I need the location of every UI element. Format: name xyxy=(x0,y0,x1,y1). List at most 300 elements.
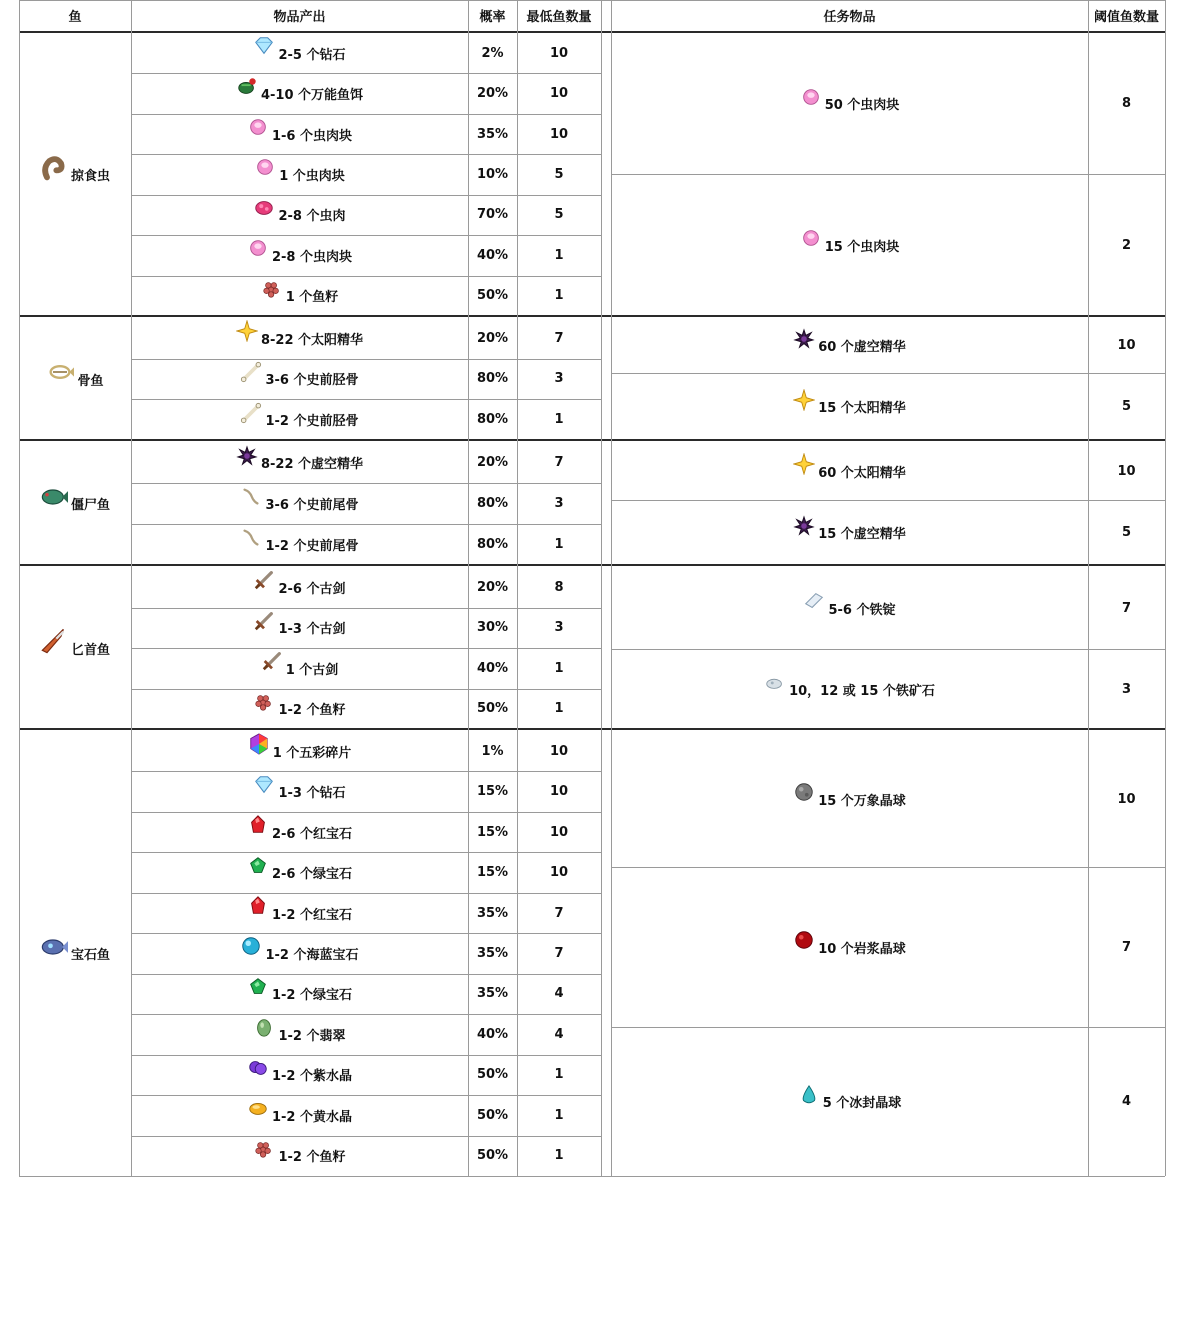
product-cell xyxy=(131,771,468,811)
min-fish-cell xyxy=(517,442,601,483)
chance-cell-text: 50% xyxy=(476,1148,509,1164)
magma-geode-icon xyxy=(793,929,815,951)
chance-cell-text: 15% xyxy=(476,824,509,840)
ancient-sword-icon xyxy=(261,650,283,672)
ancient-sword-icon xyxy=(253,610,275,632)
quest-item-cell-text: 5 个冰封晶球 xyxy=(822,1096,902,1111)
frozen-geode-icon xyxy=(798,1084,820,1106)
product-cell-text: 2-6 个古剑 xyxy=(278,581,346,597)
chance-cell xyxy=(468,276,517,316)
min-fish-cell xyxy=(517,933,601,973)
min-fish-cell-text: 10 xyxy=(549,824,569,840)
product-cell-text: 1-2 个翡翠 xyxy=(278,1028,346,1044)
threshold-cell-text: 10 xyxy=(1117,791,1136,807)
product-cell-text: 1-2 个绿宝石 xyxy=(271,988,352,1004)
product-cell xyxy=(131,1014,468,1054)
product-cell-text: 2-5 个钻石 xyxy=(278,47,346,63)
ruby-icon xyxy=(247,814,269,836)
row-divider xyxy=(131,483,601,484)
product-cell-text: 1 个五彩碎片 xyxy=(272,745,352,761)
column-divider xyxy=(1088,0,1089,1176)
roe-icon xyxy=(253,1138,275,1160)
product-cell xyxy=(131,852,468,892)
quest-item-cell xyxy=(611,174,1088,316)
threshold-cell xyxy=(1088,373,1165,440)
min-fish-cell xyxy=(517,318,601,359)
chance-cell xyxy=(468,933,517,973)
min-fish-cell-text: 3 xyxy=(554,371,564,387)
row-divider xyxy=(131,154,601,155)
chance-cell xyxy=(468,318,517,359)
column-divider xyxy=(131,0,132,1176)
chance-cell-text: 80% xyxy=(476,412,509,428)
tibia-icon xyxy=(240,402,262,424)
product-cell xyxy=(131,1055,468,1095)
header-chance xyxy=(468,0,517,31)
group-divider xyxy=(19,728,1165,730)
chance-cell xyxy=(468,771,517,811)
tailbone-icon xyxy=(240,486,262,508)
product-cell-text: 2-6 个红宝石 xyxy=(271,826,352,842)
product-cell xyxy=(131,812,468,852)
min-fish-cell xyxy=(517,483,601,524)
row-divider xyxy=(131,771,601,772)
predator-worm-icon xyxy=(40,154,68,182)
min-fish-cell-text: 5 xyxy=(554,207,564,223)
product-cell-text: 3-6 个史前尾骨 xyxy=(265,498,359,513)
emerald-icon xyxy=(247,976,269,998)
quest-item-cell xyxy=(611,649,1088,729)
chance-cell-text: 10% xyxy=(476,166,509,182)
table-bottom-border xyxy=(19,1176,1165,1177)
chance-cell-text: 40% xyxy=(476,247,509,263)
min-fish-cell xyxy=(517,114,601,154)
threshold-cell-text: 2 xyxy=(1121,237,1132,253)
product-cell-text: 2-6 个绿宝石 xyxy=(271,867,352,883)
min-fish-cell xyxy=(517,689,601,730)
chance-cell-text: 40% xyxy=(476,660,509,676)
header-products xyxy=(131,0,468,31)
threshold-cell xyxy=(1088,442,1165,500)
threshold-cell-text: 7 xyxy=(1121,600,1132,616)
min-fish-cell xyxy=(517,235,601,275)
quest-item-cell-text: 15 个太阳精华 xyxy=(818,401,906,416)
ancient-sword-icon xyxy=(253,569,275,591)
fish-name-cell-text: 宝石鱼 xyxy=(70,948,110,963)
quest-item-cell-text: 60 个太阳精华 xyxy=(818,465,906,481)
quest-item-cell xyxy=(611,33,1088,174)
threshold-cell xyxy=(1088,567,1165,649)
min-fish-cell-text: 1 xyxy=(554,1148,564,1164)
min-fish-cell xyxy=(517,276,601,316)
product-cell xyxy=(131,567,468,608)
min-fish-cell xyxy=(517,1014,601,1054)
chance-cell xyxy=(468,648,517,689)
row-divider xyxy=(131,812,601,813)
min-fish-cell-text: 7 xyxy=(554,455,564,470)
product-cell-text: 1-3 个钻石 xyxy=(278,786,346,802)
gem-fish-icon xyxy=(40,933,68,961)
fish-name-cell-text: 僵尸鱼 xyxy=(70,498,110,513)
chance-cell xyxy=(468,399,517,440)
row-divider xyxy=(131,974,601,975)
quest-item-cell-text: 15 个虫肉块 xyxy=(824,239,900,255)
column-divider xyxy=(601,0,602,1176)
quest-row-divider xyxy=(611,867,1165,868)
product-cell xyxy=(131,1136,468,1176)
product-cell-text: 1-2 个红宝石 xyxy=(271,907,352,923)
min-fish-cell xyxy=(517,195,601,235)
fish-name-cell-text: 掠食虫 xyxy=(70,169,110,184)
header-threshold-text: 阈值鱼数量 xyxy=(1093,10,1159,25)
bait-icon xyxy=(236,76,258,98)
chance-cell-text: 50% xyxy=(476,1107,509,1123)
chance-cell-text: 35% xyxy=(476,945,509,961)
product-cell xyxy=(131,974,468,1014)
bug-flesh-icon xyxy=(253,197,275,219)
quest-item-cell xyxy=(611,318,1088,373)
min-fish-cell-text: 10 xyxy=(549,743,569,759)
product-cell-text: 1-2 个史前尾骨 xyxy=(265,539,359,554)
row-divider xyxy=(131,933,601,934)
product-cell xyxy=(131,524,468,565)
threshold-cell-text: 8 xyxy=(1121,96,1132,111)
row-divider xyxy=(131,524,601,525)
chance-cell-text: 50% xyxy=(476,701,509,717)
bug-meat-icon xyxy=(800,227,822,249)
min-fish-cell xyxy=(517,893,601,933)
min-fish-cell xyxy=(517,771,601,811)
row-divider xyxy=(131,648,601,649)
product-cell xyxy=(131,1095,468,1135)
bug-meat-icon xyxy=(254,156,276,178)
quest-item-cell xyxy=(611,500,1088,565)
solar-essence-icon xyxy=(236,320,258,342)
min-fish-cell-text: 10 xyxy=(549,45,569,61)
product-cell-text: 2-8 个虫肉 xyxy=(278,209,346,225)
min-fish-cell-text: 1 xyxy=(554,1107,564,1123)
quest-row-divider xyxy=(611,373,1165,374)
threshold-cell xyxy=(1088,174,1165,316)
chance-cell-text: 15% xyxy=(476,865,509,881)
solar-essence-icon xyxy=(793,453,815,475)
product-cell-text: 2-8 个虫肉块 xyxy=(271,249,352,265)
row-divider xyxy=(131,1095,601,1096)
fish-name-cell-text: 匕首鱼 xyxy=(70,642,110,658)
product-cell xyxy=(131,893,468,933)
product-cell-text: 4-10 个万能鱼饵 xyxy=(260,88,364,104)
quest-item-cell-text: 15 个虚空精华 xyxy=(818,527,906,542)
min-fish-cell xyxy=(517,1136,601,1176)
row-divider xyxy=(131,689,601,690)
min-fish-cell-text: 8 xyxy=(554,579,564,595)
chance-cell-text: 40% xyxy=(476,1026,509,1042)
group-divider xyxy=(19,564,1165,566)
product-cell xyxy=(131,318,468,359)
quest-item-cell-text: 10 个岩浆晶球 xyxy=(818,941,906,957)
product-cell xyxy=(131,73,468,113)
product-cell-text: 1-2 个紫水晶 xyxy=(271,1069,352,1085)
bone-fish-icon xyxy=(46,358,74,386)
bug-meat-icon xyxy=(247,116,269,138)
chance-cell xyxy=(468,893,517,933)
iron-bar-icon xyxy=(803,590,825,612)
fish-name-cell xyxy=(19,33,131,316)
min-fish-cell xyxy=(517,524,601,565)
header-chance-text: 概率 xyxy=(479,10,506,25)
header-quest-text: 任务物品 xyxy=(823,10,876,25)
group-divider xyxy=(19,439,1165,441)
quest-item-cell xyxy=(611,567,1088,649)
header-top-border xyxy=(19,0,1165,1)
chance-cell xyxy=(468,483,517,524)
quest-item-cell xyxy=(611,1027,1088,1176)
quest-item-cell xyxy=(611,731,1088,867)
product-cell-text: 1-2 个史前胫骨 xyxy=(265,414,359,430)
threshold-cell xyxy=(1088,867,1165,1027)
product-cell-text: 1 个鱼籽 xyxy=(285,290,339,306)
fish-name-cell xyxy=(19,567,131,729)
min-fish-cell xyxy=(517,852,601,892)
product-cell-text: 1-3 个古剑 xyxy=(278,622,346,638)
chance-cell xyxy=(468,731,517,771)
quest-row-divider xyxy=(611,174,1165,175)
min-fish-cell xyxy=(517,608,601,649)
topaz-icon xyxy=(247,1097,269,1119)
min-fish-cell-text: 5 xyxy=(554,166,564,182)
group-divider xyxy=(19,315,1165,317)
min-fish-cell-text: 10 xyxy=(549,784,569,800)
threshold-cell xyxy=(1088,318,1165,373)
min-fish-cell xyxy=(517,399,601,440)
row-divider xyxy=(131,359,601,360)
fish-name-cell xyxy=(19,318,131,440)
threshold-cell-text: 10 xyxy=(1117,463,1136,479)
quest-item-cell-text: 10，12 或 15 个铁矿石 xyxy=(789,683,935,699)
chance-cell-text: 20% xyxy=(476,455,509,470)
chance-cell-text: 20% xyxy=(476,330,509,346)
chance-cell-text: 80% xyxy=(476,371,509,387)
chance-cell xyxy=(468,33,517,73)
chance-cell xyxy=(468,852,517,892)
void-essence-icon xyxy=(236,445,258,467)
void-essence-icon xyxy=(793,328,815,350)
row-divider xyxy=(131,235,601,236)
quest-item-cell xyxy=(611,373,1088,440)
chance-cell-text: 70% xyxy=(476,207,509,223)
min-fish-cell xyxy=(517,73,601,113)
dagger-fish-icon xyxy=(40,627,68,655)
min-fish-cell-text: 1 xyxy=(554,247,564,263)
column-divider xyxy=(468,0,469,1176)
column-divider xyxy=(611,0,612,1176)
chance-cell xyxy=(468,689,517,730)
header-products-text: 物品产出 xyxy=(273,10,326,25)
chance-cell-text: 35% xyxy=(476,905,509,921)
chance-cell xyxy=(468,1136,517,1176)
header-fish-text: 鱼 xyxy=(68,10,82,25)
product-cell xyxy=(131,933,468,973)
product-cell xyxy=(131,276,468,316)
iron-ore-icon xyxy=(764,671,786,693)
threshold-cell-text: 3 xyxy=(1121,681,1132,697)
product-cell xyxy=(131,399,468,440)
chance-cell-text: 15% xyxy=(476,784,509,800)
threshold-cell xyxy=(1088,1027,1165,1176)
row-divider xyxy=(131,608,601,609)
min-fish-cell-text: 4 xyxy=(554,986,564,1002)
chance-cell xyxy=(468,442,517,483)
min-fish-cell-text: 1 xyxy=(554,412,564,428)
omni-geode-icon xyxy=(793,781,815,803)
min-fish-cell xyxy=(517,154,601,194)
fish-name-cell xyxy=(19,442,131,565)
threshold-cell-text: 4 xyxy=(1121,1094,1132,1109)
chance-cell-text: 20% xyxy=(476,579,509,595)
min-fish-cell-text: 7 xyxy=(554,945,564,961)
threshold-cell-text: 5 xyxy=(1121,525,1132,540)
roe-icon xyxy=(253,691,275,713)
product-cell-text: 1-6 个虫肉块 xyxy=(271,128,352,144)
product-cell xyxy=(131,442,468,483)
chance-cell xyxy=(468,154,517,194)
prismatic-shard-icon xyxy=(248,733,270,755)
product-cell xyxy=(131,114,468,154)
row-divider xyxy=(131,1136,601,1137)
emerald-icon xyxy=(247,855,269,877)
diamond-icon xyxy=(253,774,275,796)
chance-cell xyxy=(468,567,517,608)
quest-row-divider xyxy=(611,649,1165,650)
chance-cell xyxy=(468,974,517,1014)
min-fish-cell-text: 4 xyxy=(554,1026,564,1042)
min-fish-cell xyxy=(517,33,601,73)
row-divider xyxy=(131,852,601,853)
jade-icon xyxy=(253,1016,275,1038)
quest-item-cell-text: 15 个万象晶球 xyxy=(818,793,906,809)
header-fish xyxy=(19,0,131,31)
min-fish-cell-text: 7 xyxy=(554,905,564,921)
chance-cell xyxy=(468,235,517,275)
chance-cell-text: 30% xyxy=(476,620,509,636)
row-divider xyxy=(131,893,601,894)
product-cell xyxy=(131,154,468,194)
chance-cell xyxy=(468,1095,517,1135)
chance-cell-text: 1% xyxy=(481,743,504,759)
row-divider xyxy=(131,1055,601,1056)
chance-cell xyxy=(468,812,517,852)
product-cell xyxy=(131,359,468,400)
threshold-cell-text: 5 xyxy=(1121,399,1132,414)
column-divider xyxy=(19,0,20,1176)
ruby-icon xyxy=(247,895,269,917)
min-fish-cell-text: 7 xyxy=(554,330,564,346)
product-cell xyxy=(131,483,468,524)
quest-item-cell-text: 50 个虫肉块 xyxy=(824,98,900,113)
threshold-cell xyxy=(1088,500,1165,565)
tailbone-icon xyxy=(240,527,262,549)
min-fish-cell xyxy=(517,731,601,771)
diamond-icon xyxy=(253,35,275,57)
product-cell-text: 1-2 个鱼籽 xyxy=(278,1150,346,1166)
chance-cell-text: 35% xyxy=(476,126,509,142)
product-cell-text: 1-2 个海蓝宝石 xyxy=(265,947,359,963)
product-cell xyxy=(131,689,468,730)
row-divider xyxy=(131,73,601,74)
threshold-cell xyxy=(1088,649,1165,729)
chance-cell-text: 20% xyxy=(476,86,509,102)
chance-cell xyxy=(468,1014,517,1054)
chance-cell xyxy=(468,359,517,400)
min-fish-cell xyxy=(517,1055,601,1095)
product-cell-text: 1 个古剑 xyxy=(285,662,339,678)
min-fish-cell-text: 1 xyxy=(554,1067,564,1083)
chance-cell-text: 50% xyxy=(476,1067,509,1083)
chance-cell xyxy=(468,195,517,235)
min-fish-cell-text: 3 xyxy=(554,496,564,511)
min-fish-cell-text: 1 xyxy=(554,660,564,676)
header-threshold xyxy=(1088,0,1165,31)
threshold-cell xyxy=(1088,33,1165,174)
void-essence-icon xyxy=(793,515,815,537)
chance-cell-text: 80% xyxy=(476,537,509,552)
amethyst-icon xyxy=(247,1057,269,1079)
row-divider xyxy=(131,1014,601,1015)
product-cell-text: 1-2 个鱼籽 xyxy=(278,703,346,719)
product-cell xyxy=(131,731,468,771)
quest-row-divider xyxy=(611,500,1165,501)
chance-cell-text: 35% xyxy=(476,986,509,1002)
product-cell-text: 8-22 个虚空精华 xyxy=(260,457,364,472)
bug-meat-icon xyxy=(800,86,822,108)
quest-item-cell-text: 5-6 个铁锭 xyxy=(828,602,896,618)
bug-meat-icon xyxy=(247,237,269,259)
row-divider xyxy=(131,276,601,277)
product-cell xyxy=(131,648,468,689)
header-quest xyxy=(611,0,1088,31)
row-divider xyxy=(131,195,601,196)
quest-item-cell xyxy=(611,442,1088,500)
min-fish-cell-text: 10 xyxy=(549,86,569,102)
tibia-icon xyxy=(240,361,262,383)
threshold-cell xyxy=(1088,731,1165,867)
row-divider xyxy=(131,114,601,115)
product-cell-text: 1 个虫肉块 xyxy=(279,168,345,184)
solar-essence-icon xyxy=(793,389,815,411)
product-cell xyxy=(131,235,468,275)
min-fish-cell xyxy=(517,648,601,689)
quest-item-cell xyxy=(611,867,1088,1027)
header-bottom-border xyxy=(19,31,1165,33)
chance-cell-text: 2% xyxy=(481,45,504,61)
threshold-cell-text: 10 xyxy=(1117,338,1136,353)
min-fish-cell-text: 1 xyxy=(554,701,564,717)
column-divider xyxy=(1165,0,1166,1176)
product-cell xyxy=(131,608,468,649)
product-cell-text: 1-2 个黄水晶 xyxy=(271,1109,352,1125)
chance-cell xyxy=(468,73,517,113)
min-fish-cell-text: 1 xyxy=(554,288,564,304)
min-fish-cell xyxy=(517,974,601,1014)
min-fish-cell xyxy=(517,359,601,400)
roe-icon xyxy=(261,278,283,300)
zombie-fish-icon xyxy=(40,483,68,511)
row-divider xyxy=(131,399,601,400)
min-fish-cell xyxy=(517,1095,601,1135)
product-cell xyxy=(131,33,468,73)
min-fish-cell-text: 10 xyxy=(549,126,569,142)
min-fish-cell xyxy=(517,812,601,852)
